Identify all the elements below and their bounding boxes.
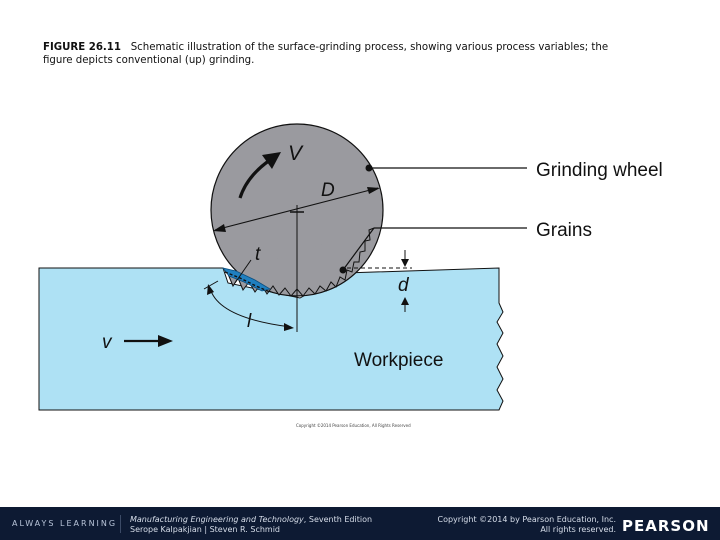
figure-label: FIGURE 26.11 <box>43 42 121 53</box>
footer-divider <box>120 515 121 533</box>
label-grains: Grains <box>536 220 592 241</box>
book-edition: , Seventh Edition <box>303 515 373 524</box>
label-grinding-wheel: Grinding wheel <box>536 160 663 181</box>
footer-copyright <box>413 515 616 535</box>
label-D: D <box>321 180 335 201</box>
label-v: v <box>102 332 112 353</box>
label-d: d <box>398 275 409 296</box>
book-info <box>130 515 372 535</box>
label-t: t <box>255 244 261 265</box>
label-workpiece: Workpiece <box>354 350 444 371</box>
caption-line-2: figure depicts conventional (up) grinding. <box>43 55 255 66</box>
pearson-logo: PEARSON <box>622 517 710 535</box>
footer-bar <box>0 507 720 540</box>
depth-arrowhead-top <box>401 259 409 267</box>
label-l: l <box>247 311 252 332</box>
book-authors: Serope Kalpakjian | Steven R. Schmid <box>130 525 280 534</box>
caption-line-1: Schematic illustration of the surface-grinding process, showing various process variables; the <box>130 42 609 53</box>
label-V: V <box>288 142 303 165</box>
copyright-line-1: Copyright ©2014 by Pearson Education, Inc. <box>437 515 616 524</box>
book-title: Manufacturing Engineering and Technology <box>130 515 304 524</box>
copyright-line-2: All rights reserved. <box>540 525 616 534</box>
always-learning-brand: ALWAYS LEARNING <box>12 519 118 528</box>
diagram-copyright: Copyright ©2014 Pearson Education, All Rights Reserved <box>296 423 411 428</box>
